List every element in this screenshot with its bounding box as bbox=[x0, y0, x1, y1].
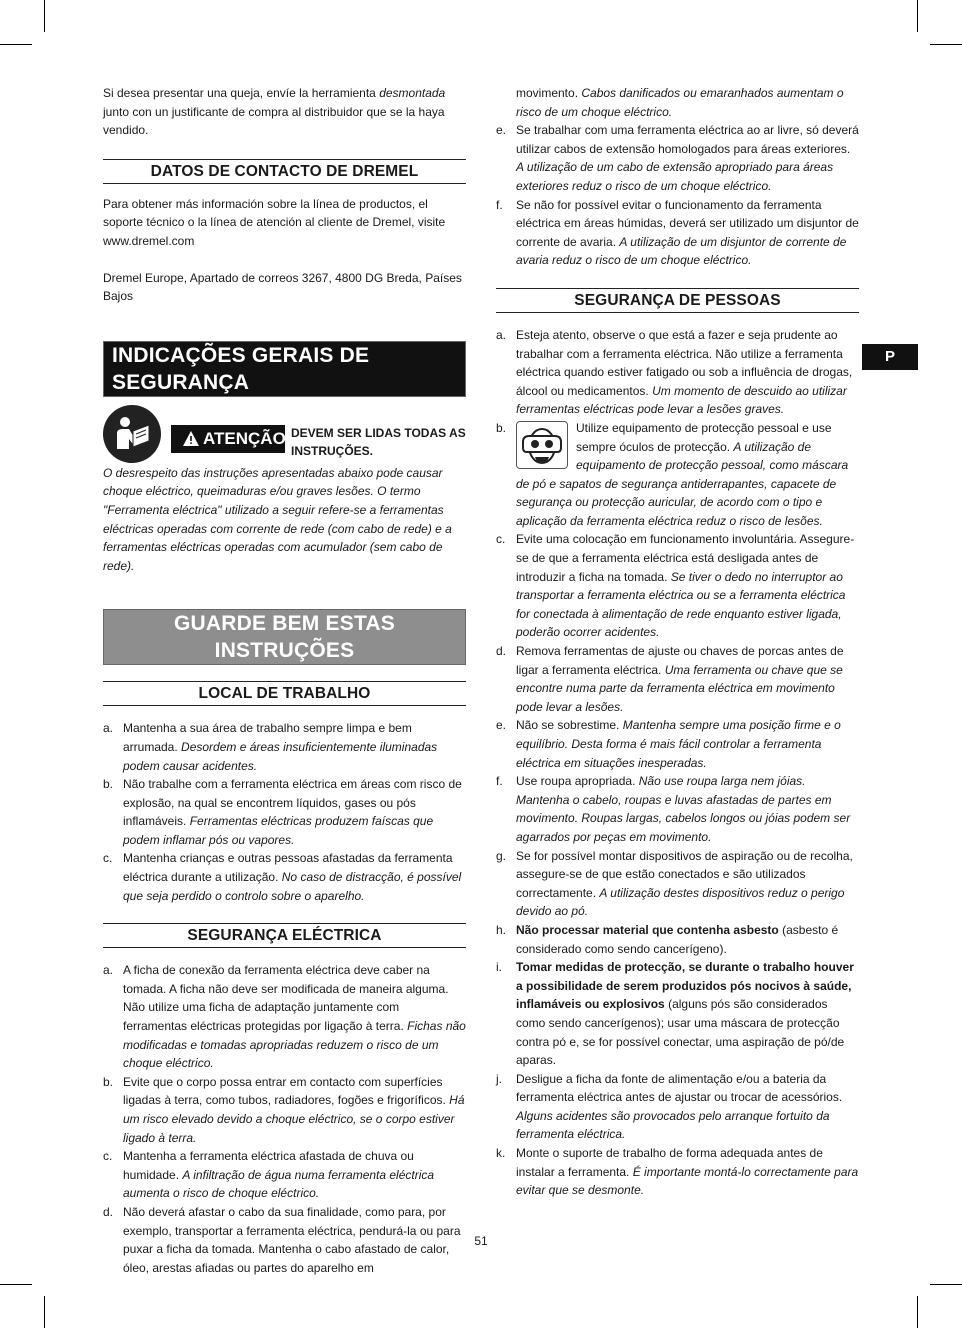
list-item: i. Tomar medidas de protecção, se durante o trabalho houver a possibilidade de serem produzidos pós nocivos à saúde, inflamáveis ou explosivos (alguns pós são considerados como sendo cancerígenos); usar uma máscara de protecção contra pó e, se for possível conectar, uma aspiração de pó/de aparas. bbox=[496, 960, 854, 1068]
attention-badge bbox=[171, 425, 285, 453]
crop-mark bbox=[917, 1296, 918, 1328]
attention-label: ATENÇÃO bbox=[203, 428, 286, 448]
crop-mark bbox=[0, 44, 32, 45]
general-safety-heading: INDICAÇÕES GERAIS DE SEGURANÇA bbox=[103, 341, 466, 397]
list-item: k. Monte o suporte de trabalho de forma adequada antes de instalar a ferramenta. É importante montá-lo correctamente para evitar que se desmonte. bbox=[496, 1146, 859, 1198]
warning-text: O desrespeito das instruções apresentadas abaixo pode causar choque eléctrico, queimaduras e/ou graves lesões. O termo "Ferramenta eléctrica" utilizado a seguir refere-se a ferramentas eléctricas operadas com corrente de rede (com cabo de rede) e a ferramentas eléctricas operadas com acumulador (sem cabo de rede). bbox=[103, 465, 452, 573]
address-paragraph: Dremel Europe, Apartado de correos 3267, 4800 DG Breda, Países Bajos bbox=[103, 270, 462, 304]
warning-block bbox=[103, 405, 466, 465]
list-item: c. Mantenha a ferramenta eléctrica afastada de chuva ou humidade. A infiltração de água numa ferramenta eléctrica aumenta o risco de choque eléctrico. bbox=[103, 1149, 435, 1201]
keep-instructions-heading: GUARDE BEM ESTAS INSTRUÇÕES bbox=[103, 609, 466, 665]
list-item: c. Evite uma colocação em funcionamento involuntária. Assegure-se de que a ferramenta eléctrica está desligada antes de introduzir a ficha na tomada. Se tiver o dedo no interruptor ao transportar a ferramenta eléctrica ou se a ferramenta eléctrica for conectada à alimentação de rede enquanto estiver ligada, poderão ocorrer acidentes. bbox=[496, 532, 855, 640]
crop-mark bbox=[44, 1296, 45, 1328]
read-manual-icon bbox=[103, 405, 161, 463]
right-column bbox=[496, 84, 859, 1200]
list-item: h. Não processar material que contenha asbesto (asbesto é considerado como sendo cancerígeno). bbox=[496, 922, 839, 956]
language-tab: P bbox=[862, 344, 918, 370]
list-item: e. Se trabalhar com uma ferramenta eléctrica ao ar livre, só deverá utilizar cabos de extensão homologados para áreas exteriores. A utilização de um cabo de extensão apropriado para áreas exteriores reduz o risco de um choque eléctrico. bbox=[496, 123, 859, 193]
electrical-safety-list bbox=[103, 961, 466, 1277]
intro-paragraph: Si desea presentar una queja, envíe la herramienta desmontada junto con un justificante de compra al distribuidor que se la haya vendido. bbox=[103, 86, 446, 138]
crop-mark bbox=[0, 1284, 32, 1285]
list-item: a. Esteja atento, observe o que está a fazer e seja prudente ao trabalhar com a ferramenta eléctrica. Não utilize a ferramenta eléctrica quando estiver fatigado ou sob a influência de drogas, álcool ou medicamentos. Um momento de descuido ao utilizar ferramentas eléctricas pode levar a lesões graves. bbox=[496, 327, 853, 417]
crop-mark bbox=[930, 44, 962, 45]
work-area-list bbox=[103, 719, 466, 905]
personal-safety-list bbox=[496, 326, 859, 1200]
list-item: movimento. Cabos danificados ou emaranhados aumentam o risco de um choque eléctrico. bbox=[516, 86, 844, 119]
electrical-safety-list-continued bbox=[496, 84, 859, 270]
warning-triangle-icon bbox=[183, 431, 199, 446]
list-item: a. A ficha de conexão da ferramenta eléctrica deve caber na tomada. A ficha não deve ser modificada de maneira alguma. Não utilize uma ficha de adaptação juntamente com ferramentas eléctricas protegidas por ligação à terra. Fichas não modificadas e tomadas apropriadas reduzem o risco de um choque eléctrico. bbox=[103, 963, 466, 1071]
crop-mark bbox=[930, 1284, 962, 1285]
list-item: b. Não trabalhe com a ferramenta eléctrica em áreas com risco de explosão, na qual se encontrem líquidos, gases ou pós inflamáveis. Ferramentas eléctricas produzem faíscas que podem inflamar pós ou vapores. bbox=[103, 777, 462, 847]
list-item: j. Desligue a ficha da fonte de alimentação e/ou a bateria da ferramenta eléctrica antes de ajustar ou trocar de acessórios. Alguns acidentes são provocados pelo arranque fortuito da ferramenta eléctrica. bbox=[496, 1071, 843, 1142]
electrical-safety-heading: SEGURANÇA ELÉCTRICA bbox=[103, 923, 466, 948]
list-item: f. Use roupa apropriada. Não use roupa larga nem jóias. Mantenha o cabelo, roupas e luvas afastadas de partes em movimento. Roupas largas, cabelos longos ou jóias podem ser agarrados por peças em movimento. bbox=[496, 774, 851, 844]
safety-goggles-icon bbox=[516, 421, 568, 469]
crop-mark bbox=[44, 0, 45, 32]
list-item: d. Não deverá afastar o cabo da sua finalidade, como para, por exemplo, transportar a ferramenta eléctrica, pendurá-la ou para puxar a ficha da tomada. Mantenha o cabo afastado de calor, óleo, arestas afiadas ou partes do aparelho em bbox=[103, 1204, 461, 1275]
list-item: g. Se for possível montar dispositivos de aspiração ou de recolha, assegure-se de que estão conectados e são utilizados correctamente. A utilização destes dispositivos reduz o perigo devido ao pó. bbox=[496, 848, 853, 919]
list-item: c. Mantenha crianças e outras pessoas afastadas da ferramenta eléctrica durante a utilização. No caso de distracção, é possível que seja perdido o controlo sobre o aparelho. bbox=[103, 851, 462, 903]
page-number: 51 bbox=[474, 1234, 488, 1248]
warning-lead: DEVEM SER LIDAS TODAS AS INSTRUÇÕES. bbox=[291, 425, 466, 459]
left-column bbox=[103, 84, 466, 1277]
contact-paragraph: Para obtener más información sobre la línea de productos, el soporte técnico o la línea de atención al cliente de Dremel, visite www.dremel.com bbox=[103, 196, 446, 248]
work-area-heading: LOCAL DE TRABALHO bbox=[103, 681, 466, 706]
list-item: f. Se não for possível evitar o funcionamento da ferramenta eléctrica em áreas húmidas, deverá ser utilizado um disjuntor de corrente de avaria. A utilização de um disjuntor de corrente de avaria reduz o risco de um choque eléctrico. bbox=[496, 197, 859, 268]
personal-safety-heading: SEGURANÇA DE PESSOAS bbox=[496, 288, 859, 313]
contact-heading: DATOS DE CONTACTO DE DREMEL bbox=[103, 159, 466, 184]
list-item: b. Evite que o corpo possa entrar em contacto com superfícies ligadas à terra, como tubos, radiadores, fogões e frigoríficos. Há um risco elevado devido a choque eléctrico, se o corpo estiver ligado à terra. bbox=[103, 1074, 465, 1145]
list-item: e. Não se sobrestime. Mantenha sempre uma posição firme e o equilíbrio. Desta forma é mais fácil controlar a ferramenta eléctrica em situações inesperadas. bbox=[496, 718, 841, 770]
list-item: b. Utilize equipamento de protecção pessoal e use sempre óculos de protecção. A utilização de equipamento de protecção pessoal, como máscara de pó e sapatos de segurança antiderrapantes, capacete de segurança ou protecção auricular, de acordo com o tipo e aplicação da ferramenta eléctrica reduz o risco de lesões. bbox=[496, 420, 849, 528]
crop-mark bbox=[917, 0, 918, 32]
list-item: a. Mantenha a sua área de trabalho sempre limpa e bem arrumada. Desordem e áreas insuficientemente iluminadas podem causar acidentes. bbox=[103, 721, 438, 773]
list-item: d. Remova ferramentas de ajuste ou chaves de porcas antes de ligar a ferramenta eléctrica. Uma ferramenta ou chave que se encontre numa parte da ferramenta eléctrica em movimento pode levar a lesões. bbox=[496, 644, 844, 714]
